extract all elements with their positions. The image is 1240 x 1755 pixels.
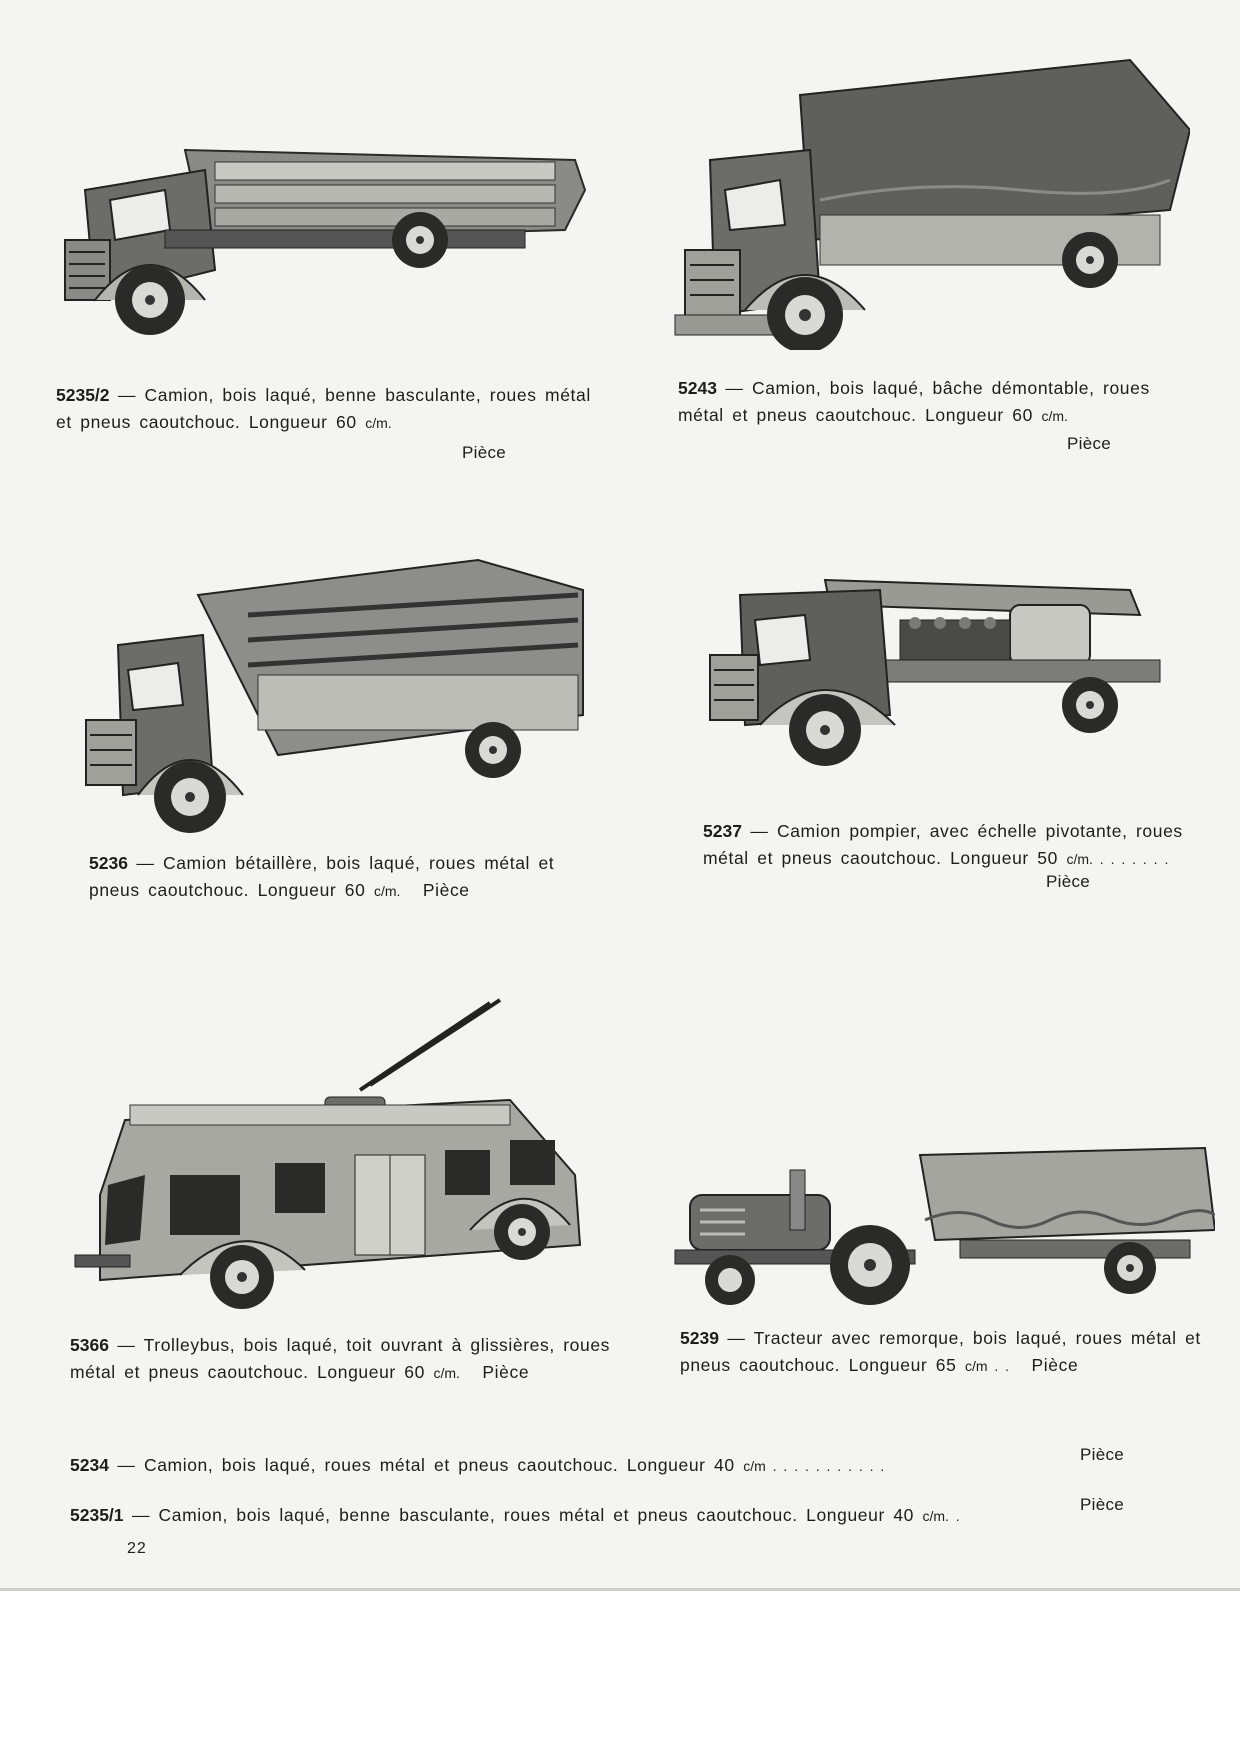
piece-5236: Pièce [422, 880, 470, 900]
covered-truck-image [670, 50, 1190, 350]
desc-5235-1: — Camion, bois laqué, benne basculante, roues métal et pneus caoutchouc. Longueur 40 [132, 1505, 914, 1525]
trolleybus-image [70, 995, 610, 1325]
livestock-truck-image [78, 555, 598, 845]
ref-5239: 5239 [680, 1328, 719, 1348]
caption-5243 [678, 375, 1198, 430]
caption-5239 [680, 1325, 1225, 1380]
dump-truck-image [55, 130, 595, 370]
line-5234 [70, 1455, 884, 1476]
page-number: 22 [127, 1540, 147, 1557]
unit-5366: c/m. [433, 1365, 460, 1381]
piece-5237: Pièce [1046, 872, 1091, 891]
unit-5237: c/m. . . . . . . . [1066, 851, 1169, 867]
fire-truck-image [700, 575, 1170, 805]
ref-5237: 5237 [703, 821, 742, 841]
unit-5235-2: c/m. [365, 415, 392, 431]
desc-5236: — Camion bétaillère, bois laqué, roues métal et pneus caoutchouc. Longueur 60 [89, 853, 555, 900]
ref-5234: 5234 [70, 1455, 109, 1475]
caption-5366 [70, 1332, 620, 1387]
tractor-trailer-image [670, 1140, 1215, 1320]
desc-5235-2: — Camion, bois laqué, benne basculante, roues métal et pneus caoutchouc. Longueur 60 [56, 385, 591, 432]
desc-5239: — Tracteur avec remorque, bois laqué, roues métal et pneus caoutchouc. Longueur 65 [680, 1328, 1201, 1375]
piece-5366: Pièce [482, 1362, 530, 1382]
ref-5235-2: 5235/2 [56, 385, 110, 405]
piece-5243: Pièce [1067, 434, 1112, 453]
unit-5243: c/m. [1041, 408, 1068, 424]
caption-5236 [89, 850, 589, 905]
unit-5234: c/m . . . . . . . . . . . [743, 1458, 885, 1474]
ref-5243: 5243 [678, 378, 717, 398]
unit-5239: c/m . . [964, 1358, 1010, 1374]
caption-5237 [703, 818, 1183, 873]
desc-5366: — Trolleybus, bois laqué, toit ouvrant à glissières, roues métal et pneus caoutchouc. Longueur 60 [70, 1335, 611, 1382]
ref-5366: 5366 [70, 1335, 109, 1355]
caption-5235-2 [56, 382, 596, 437]
ref-5235-1: 5235/1 [70, 1505, 124, 1525]
piece-5235-1: Pièce [1080, 1495, 1125, 1514]
piece-5235-2: Pièce [462, 443, 507, 462]
desc-5243: — Camion, bois laqué, bâche démontable, roues métal et pneus caoutchouc. Longueur 60 [678, 378, 1150, 425]
unit-5235-1: c/m. . [922, 1508, 960, 1524]
ref-5236: 5236 [89, 853, 128, 873]
piece-5234: Pièce [1080, 1445, 1125, 1464]
line-5235-1 [70, 1505, 960, 1526]
unit-5236: c/m. [373, 883, 401, 899]
desc-5237: — Camion pompier, avec échelle pivotante, roues métal et pneus caoutchouc. Longueur 50 [703, 821, 1183, 868]
desc-5234: — Camion, bois laqué, roues métal et pneus caoutchouc. Longueur 40 [117, 1455, 735, 1475]
piece-5239: Pièce [1031, 1355, 1079, 1375]
